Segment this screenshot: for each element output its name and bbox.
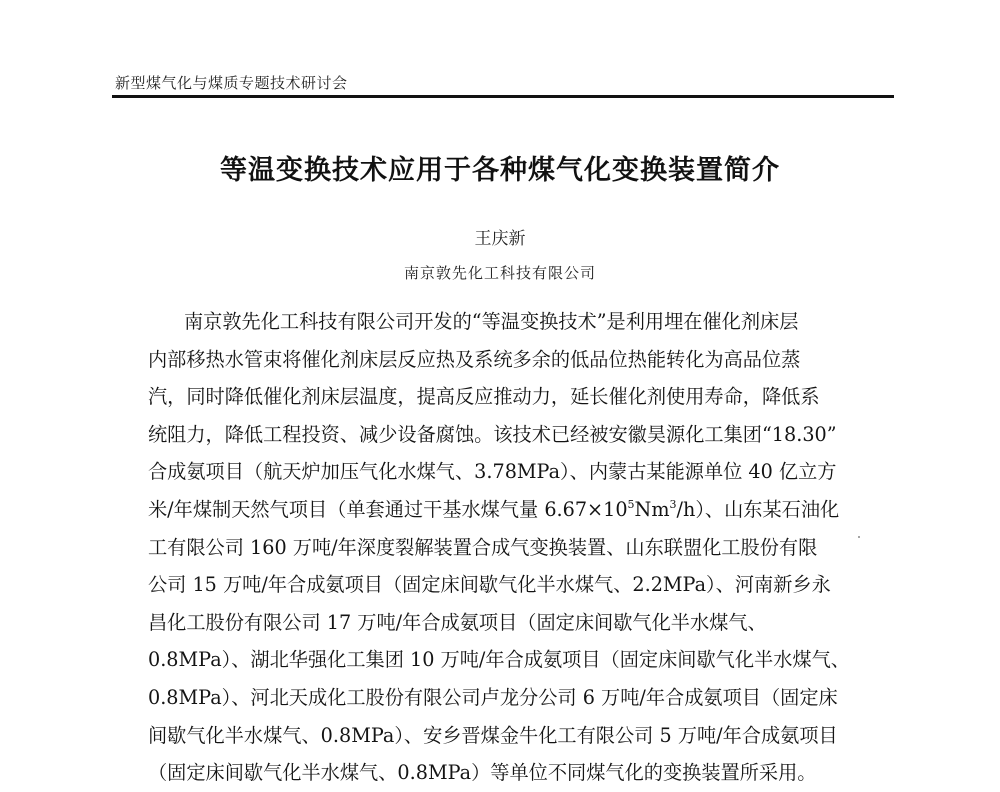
article-title: 等温变换技术应用于各种煤气化变换装置简介: [220, 155, 780, 186]
body-line: 合成氨项目（航天炉加压气化水煤气、3.78MPa）、内蒙古某能源单位 40 亿立方: [148, 460, 837, 484]
body-line: 内部移热水管束将催化剂床层反应热及系统多余的低品位热能转化为高品位蒸: [148, 347, 801, 371]
body-line: 工有限公司 160 万吨/年深度裂解装置合成气变换装置、山东联盟化工股份有限: [148, 535, 818, 559]
header-rule: [112, 95, 894, 98]
formula-superscript-exponent: 5: [627, 497, 635, 511]
body-line: 汽，同时降低催化剂床层温度，提高反应推动力，延长催化剂使用寿命，降低系: [148, 385, 820, 409]
formula-unit: Nm: [634, 497, 670, 521]
running-header: 新型煤气化与煤质专题技术研讨会: [115, 74, 348, 92]
scan-artifact-dot: [858, 536, 860, 538]
formula-text-post: /h）、山东某石油化: [676, 497, 840, 521]
body-line: 间歇气化半水煤气、0.8MPa）、安乡晋煤金牛化工有限公司 5 万吨/年合成氨项目: [148, 723, 838, 747]
body-line: 昌化工股份有限公司 17 万吨/年合成氨项目（固定床间歇气化半水煤气、: [148, 610, 767, 634]
body-paragraph: [148, 303, 858, 792]
formula-text-pre: 米/年煤制天然气项目（单套通过干基水煤气量 6.67×10: [148, 497, 628, 521]
formula-superscript-cubic: 3: [669, 497, 677, 511]
author-affiliation: 南京敦先化工科技有限公司: [403, 264, 596, 282]
body-line: 0.8MPa）、河北天成化工股份有限公司卢龙分公司 6 万吨/年合成氨项目（固定床: [148, 685, 838, 709]
body-line-formula: [148, 491, 858, 529]
body-line: 0.8MPa）、湖北华强化工集团 10 万吨/年合成氨项目（固定床间歇气化半水煤气、: [148, 648, 850, 672]
body-line: 统阻力，降低工程投资、减少设备腐蚀。该技术已经被安徽昊源化工集团“18.30”: [148, 422, 837, 446]
body-line: 公司 15 万吨/年合成氨项目（固定床间歇气化半水煤气、2.2MPa）、河南新乡永: [148, 573, 831, 597]
body-line: （固定床间歇气化半水煤气、0.8MPa）等单位不同煤气化的变换装置所采用。: [148, 761, 817, 785]
body-line: 南京敦先化工科技有限公司开发的“等温变换技术”是利用埋在催化剂床层: [184, 310, 799, 333]
author-name: 王庆新: [474, 229, 526, 249]
